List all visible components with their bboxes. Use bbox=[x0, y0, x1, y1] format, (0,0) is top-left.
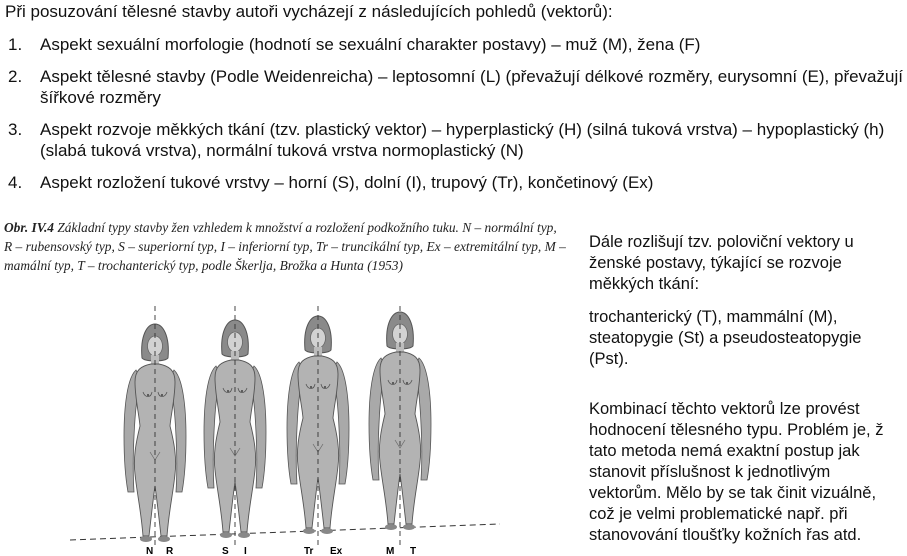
list-text: Aspekt rozvoje měkkých tkání (tzv. plastický vektor) – hyperplastický (H) (silná tuková vrstva) – hypoplastický (h) (slabá tuková vrstva), normální tuková vrstva normoplastický (N) bbox=[40, 120, 885, 160]
body-types-figure bbox=[60, 300, 500, 556]
figure-label: R bbox=[166, 546, 174, 556]
list-number: 4. bbox=[8, 173, 23, 192]
list-text: Aspekt tělesné stavby (Podle Weidenreicha) – leptosomní (L) (převažují délkové rozměry, eurysomní (E), převažují šířkové rozměry bbox=[40, 67, 903, 107]
side-paragraph-half-vectors: Dále rozlišují tzv. poloviční vektory u ženské postavy, týkající se rozvoje měkkých tkání: bbox=[589, 233, 854, 293]
caption-prefix: Obr. IV.4 bbox=[4, 220, 54, 235]
figure-label: Tr bbox=[304, 546, 314, 556]
list-number: 2. bbox=[8, 67, 23, 86]
list-item bbox=[8, 66, 903, 108]
caption-text: Základní typy stavby žen vzhledem k množství a rozložení podkožního tuku. N – normální typ, R – rubensovský typ, S – superiorní typ, I – inferiorní typ, Tr – truncikální typ, Ex – extremitální typ, M – mamální typ, T – trochanterický typ, podle Škerlja, Brožka a Hunta (1953) bbox=[4, 220, 566, 273]
figure-label: I bbox=[244, 546, 247, 556]
figure-m-t bbox=[369, 306, 431, 548]
figure-tr-ex bbox=[287, 306, 349, 548]
figure-label: M bbox=[386, 546, 395, 556]
ground-line bbox=[70, 524, 500, 540]
side-paragraph-vector-list: trochanterický (T), mammální (M), steatopygie (St) a pseudosteatopygie (Pst). bbox=[589, 308, 862, 368]
list-number: 3. bbox=[8, 120, 23, 139]
figure-s-i bbox=[204, 306, 266, 548]
side-paragraph-combination: Kombinací těchto vektorů lze provést hodnocení tělesného typu. Problém je, ž tato metoda nemá exaktní postup jak stanovit příslušnost k jednotlivým vektorům. Mělo by se tak činit vizuálně, což je velmi problematické např. při stanovování tloušťky kožních řas atd. bbox=[589, 400, 884, 544]
list-text: Aspekt sexuální morfologie (hodnotí se sexuální charakter postavy) – muž (M), žena (F) bbox=[40, 35, 701, 54]
list-text: Aspekt rozložení tukové vrstvy – horní (S), dolní (I), trupový (Tr), končetinový (Ex) bbox=[40, 173, 654, 192]
figure-label: T bbox=[410, 546, 417, 556]
figure-label: Ex bbox=[330, 546, 343, 556]
figure-label: N bbox=[146, 546, 154, 556]
list-number: 1. bbox=[8, 35, 23, 54]
figure-n-r bbox=[124, 306, 186, 548]
list-item bbox=[8, 172, 903, 193]
aspect-list bbox=[8, 34, 903, 204]
list-item bbox=[8, 34, 903, 55]
figure-caption bbox=[4, 218, 566, 275]
figure-label: S bbox=[222, 546, 229, 556]
intro-text: Při posuzování tělesné stavby autoři vycházejí z následujících pohledů (vektorů): bbox=[5, 2, 613, 21]
list-item bbox=[8, 119, 903, 161]
